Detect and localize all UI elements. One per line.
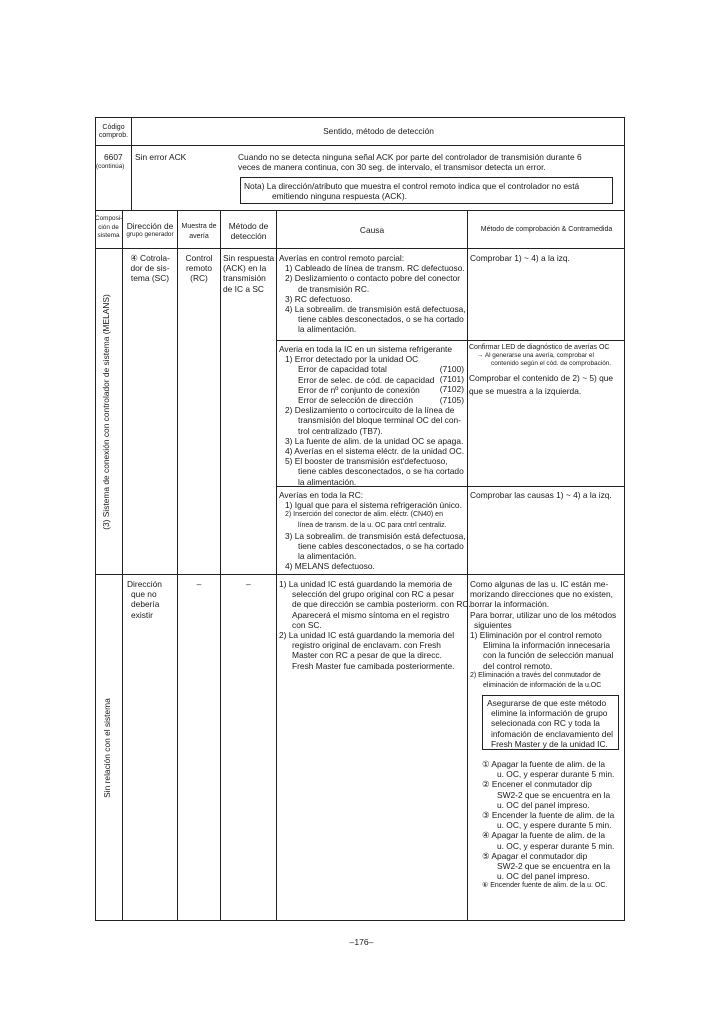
- table-rule: [122, 210, 123, 921]
- page-number: –176–: [349, 937, 374, 947]
- column-direction: Dirección de grupo generador: [126, 221, 174, 239]
- check-memory-clear: Como algunas de las u. IC están me- morizando direcciones que no existen, borrar la información. Para borrar, utilizar uno de los métodos siguientes 1) Eliminación por el control remoto Elimina la información innecesaria con la función de selección manual del control remoto. 2) Eliminación a través del conmutador de eliminación de información de la u.OC: [470, 579, 617, 690]
- note-text: Nota) La dirección/atributo que muestra el control remoto indica que el controlador no está emitiendo ninguna respuesta (ACK).: [244, 181, 580, 202]
- no-relation-label: Sin relación con el sistema: [102, 698, 112, 798]
- table-rule: [276, 340, 625, 341]
- direction-sc: ④ Cotrola- dor de sis- tema (SC): [130, 253, 170, 284]
- table-rule: [95, 145, 625, 146]
- column-composition: Composi- ción de sistema: [95, 215, 123, 240]
- system-connection-label: (3) Sistema de conexión con controlador de sistema (MELANS): [101, 294, 111, 530]
- method-none: –: [246, 579, 251, 589]
- cause-ic-refrigerant: Averia en toda la IC en un sistema refrigerante 1) Error detectado por la unidad OC Error de capacidad total Error de selec. de cód. de capacidad Error de nº conjunto de conexión Error de selección de dirección 2) Deslizamiento o cortocircuito de la línea de transmisión del bloque terminal OC del con- trol centralizado (TB7). 3) La fuente de alim. de la unidad OC se apaga. 4) Averías en el sistema eléctr. de la unidad OC. 5) El booster de transmisión est'defectuoso, tiene cables desconectados, o se ha cortado la alimentación.: [279, 344, 465, 487]
- check-partial-rc: Comprobar 1) ~ 4) a la izq.: [470, 253, 570, 263]
- clear-steps: ① Apagar la fuente de alim. de la u. OC, y esperar durante 5 min. ② Encener el conmutador dip SW2-2 que se encuentra en la u. OC del panel impreso. ③ Encender la fuente de alim. de la u. OC, y espere durante 5 min. ④ Apagar la fuente de alim. de la u. OC, y esperar durante 5 min. ⑤ Apagar el conmutador dip SW2-2 que se encuentra en la u. OC del panel impreso. ⑥ Encender fuente de alim. de la u. OC.: [482, 759, 615, 890]
- table-rule: [276, 210, 277, 921]
- column-method: Método de detección: [228, 221, 269, 242]
- sample-none: –: [196, 579, 202, 589]
- column-cause: Causa: [359, 225, 385, 235]
- direction-nonexistent: Dirección que no debería existir: [127, 579, 162, 620]
- error-description: Cuando no se detecta ninguna señal ACK por parte del controlador de transmisión durante 6 veces de manera continua, con 30 seg. de intervalo, el transmisor detecta un error.: [238, 152, 582, 173]
- error-code-sub: (continúa): [96, 163, 125, 170]
- table-rule: [95, 248, 625, 249]
- table-rule: [95, 574, 625, 575]
- sense-label: Sentido, método de detección: [323, 126, 434, 136]
- column-check: Método de comprobación & Contramedida: [480, 226, 613, 233]
- check-rc-all: Comprobar las causas 1) ~ 4) a la izq.: [470, 490, 612, 500]
- notice-text: Asegurarse de que este método elimine la información de grupo selecionada con RC y toda la infomación de enclavamiento del Fresh Master y de la unidad IC.: [487, 698, 613, 749]
- cause-rc-all: Averías en toda la RC: 1) Igual que para el sistema refrigeración único. 2) Inserción del conector de alim. eléctr. (CN40) en línea de transm. de la u. OC para cntrl centraliz. 3) La sobrealim. de transmisión está defectuosa, tiene cables desconectados, o se ha cortado la alimentación. 4) MELANS defectuoso.: [279, 490, 466, 572]
- error-name: Sin error ACK: [135, 152, 187, 162]
- code-label: Código comprob.: [98, 124, 129, 140]
- detection-method: Sin respuesta (ACK) en la transmisión de IC a SC: [223, 253, 275, 294]
- table-rule: [95, 210, 625, 211]
- error-code: 6607: [104, 152, 123, 162]
- table-rule: [467, 210, 468, 921]
- check-codes: (7100) (7101) (7102) (7105): [439, 364, 464, 405]
- sample-rc: Control remoto (RC): [185, 253, 213, 284]
- table-rule: [220, 210, 221, 921]
- table-rule: [177, 210, 178, 921]
- cause-memory: 1) La unidad IC está guardando la memoria de selección del grupo original con RC a pesar de que dirección se cambia posteriorm. con RC. Aparecerá el mismo síntoma en el registro con SC. 2) La unidad IC está guardando la memoria del registro original de enclavam. con Fresh Master con RC a pesar de que la direcc. Fresh Master fue camibada posteriormente.: [279, 579, 471, 671]
- cause-partial-rc: Averías en control remoto parcial: 1) Cableado de línea de transm. RC defectuoso. 2) Deslizamiento o contacto pobre del conector de transmisión RC. 3) RC defectuoso. 4) La sobrealim. de transmisión está defectuosa, tiene cables desconectados, o se ha cortado la alimentación.: [279, 253, 466, 335]
- column-sample: Muestra de avería: [181, 223, 217, 240]
- check-ic-refrigerant: Confirmar LED de diagnóstico de averías OC → Al generarse una avería, comprobar el contenido según el cód. de comprobación. Comprobar el contenido de 2) ~ 5) que que se muestra a la izquierda.: [469, 344, 614, 396]
